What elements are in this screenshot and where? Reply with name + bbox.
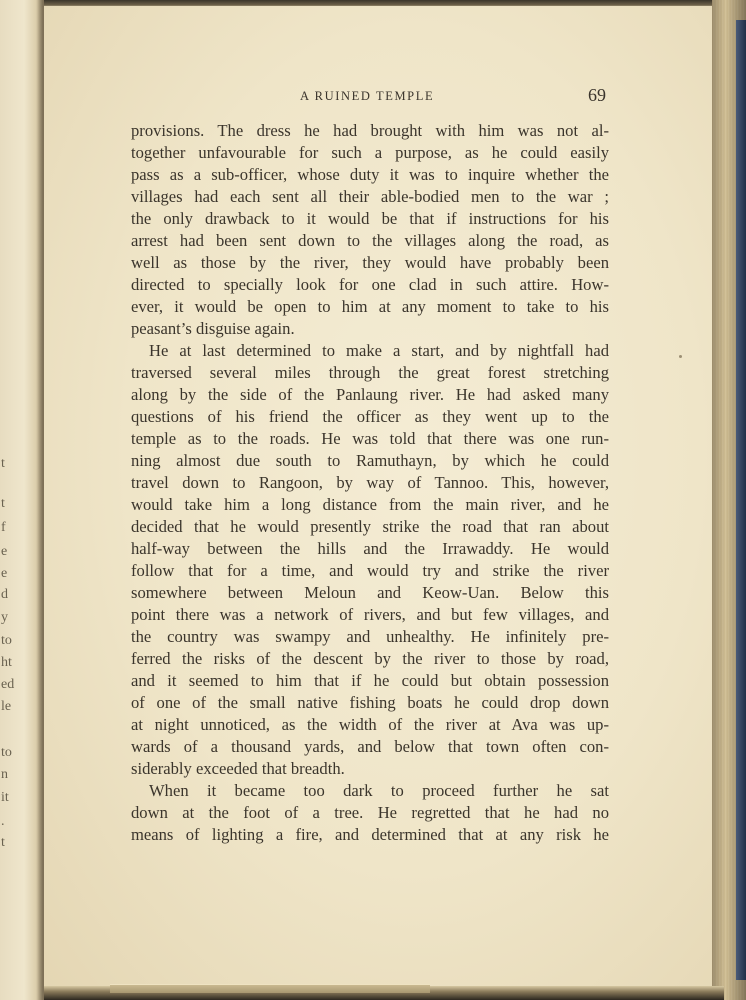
facing-page-fragment: t: [1, 496, 5, 511]
text-line: ever, it would be open to him at any moment to take to his: [131, 297, 609, 316]
text-line: at night unnoticed, as the width of the river at Ava was up-: [131, 715, 609, 734]
book-cover-edge: [736, 20, 746, 980]
facing-page-fragment: ed: [1, 677, 15, 692]
text-line: decided that he would presently strike the road that ran about: [131, 517, 609, 536]
text-line: When it became too dark to proceed further he sat: [149, 781, 609, 800]
text-line: somewhere between Meloun and Keow-Uan. Below this: [131, 583, 609, 602]
text-line: and it seemed to him that if he could but obtain possession: [131, 671, 609, 690]
text-line: together unfavourable for such a purpose, as he could easily: [131, 143, 609, 162]
text-line: the only drawback to it would be that if instructions for his: [131, 209, 609, 228]
text-line: villages had each sent all their able-bodied men to the war ;: [131, 187, 609, 206]
facing-page-fragment: .: [1, 814, 5, 829]
facing-page-fragment: t: [1, 835, 5, 850]
facing-page-fragment: t: [1, 456, 5, 471]
text-line: siderably exceeded that breadth.: [131, 759, 345, 778]
text-line: point there was a network of rivers, and but few villages, and: [131, 605, 609, 624]
text-line: temple as to the roads. He was told that there was one run-: [131, 429, 609, 448]
binding-strip: [110, 984, 430, 993]
text-line: ning almost due south to Ramuthayn, by which he could: [131, 451, 609, 470]
text-line: He at last determined to make a start, and by nightfall had: [149, 341, 609, 360]
facing-page-fragment: it: [1, 790, 9, 805]
text-line: well as those by the river, they would have probably been: [131, 253, 609, 272]
text-line: of one of the small native fishing boats he could drop down: [131, 693, 609, 712]
facing-page-fragment: d: [1, 587, 8, 602]
text-line: pass as a sub-officer, whose duty it was to inquire whether the: [131, 165, 609, 184]
facing-page-fragment: e: [1, 544, 8, 559]
text-line: down at the foot of a tree. He regretted that he had no: [131, 803, 609, 822]
running-title: A RUINED TEMPLE: [300, 89, 435, 103]
text-line: half-way between the hills and the Irrawaddy. He would: [131, 539, 609, 558]
text-line: the country was swampy and unhealthy. He infinitely pre-: [131, 627, 609, 646]
text-line: traversed several miles through the great forest stretching: [131, 363, 609, 382]
facing-page-text-fragments: [0, 0, 15, 1000]
page-number: 69: [588, 85, 606, 105]
facing-page-fragment: le: [1, 699, 12, 714]
text-line: arrest had been sent down to the villages along the road, as: [131, 231, 609, 250]
facing-page-fragment: e: [1, 566, 8, 581]
text-line: wards of a thousand yards, and below that town often con-: [131, 737, 609, 756]
text-line: would take him a long distance from the main river, and he: [131, 495, 609, 514]
facing-page-fragment: n: [1, 767, 8, 782]
text-line: travel down to Rangoon, by way of Tannoo. This, however,: [131, 473, 609, 492]
facing-page-fragment: ht: [1, 655, 12, 670]
paper-speck: [679, 355, 682, 358]
page-body-text: [131, 120, 609, 846]
facing-page-fragment: y: [1, 610, 8, 625]
text-line: provisions. The dress he had brought with him was not al-: [131, 121, 609, 140]
text-line: follow that for a time, and would try and strike the river: [131, 561, 609, 580]
text-line: ferred the risks of the descent by the river to those by road,: [131, 649, 609, 668]
text-line: directed to specially look for one clad in such attire. How-: [131, 275, 609, 294]
text-line: questions of his friend the officer as they went up to the: [131, 407, 609, 426]
text-line: means of lighting a fire, and determined that at any risk he: [131, 825, 609, 844]
facing-page-fragment: f: [1, 520, 6, 535]
text-line: along by the side of the Panlaung river. He had asked many: [131, 385, 609, 404]
text-line: peasant’s disguise again.: [131, 319, 295, 338]
facing-page-fragment: to: [1, 745, 12, 760]
facing-page-fragment: to: [1, 633, 12, 648]
